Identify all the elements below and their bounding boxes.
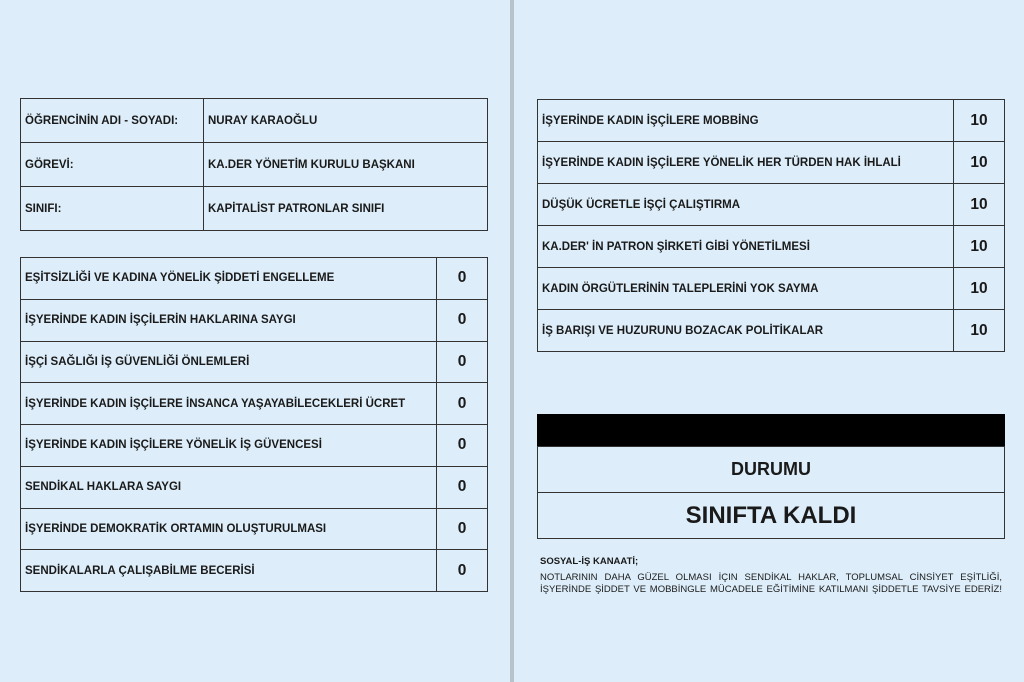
grade-row [21, 341, 488, 383]
page-fold [510, 0, 514, 682]
grade-subject: SENDİKALARLA ÇALIŞABİLME BECERİSİ [21, 550, 437, 592]
info-row-role [21, 143, 488, 187]
grade-row [21, 383, 488, 425]
grade-score: 0 [437, 550, 488, 592]
right-grades-table [537, 99, 1005, 352]
grade-score: 10 [954, 142, 1005, 184]
info-row-class [21, 187, 488, 231]
status-value-row [538, 493, 1005, 539]
grade-row [538, 226, 1005, 268]
grade-subject: KADIN ÖRGÜTLERİNİN TALEPLERİNİ YOK SAYMA [538, 268, 954, 310]
grade-row [21, 550, 488, 592]
grade-row [21, 508, 488, 550]
grade-row [538, 184, 1005, 226]
info-value: KAPİTALİST PATRONLAR SINIFI [204, 187, 488, 231]
status-heading: DURUMU [538, 447, 1005, 493]
grade-subject: KA.DER' İN PATRON ŞİRKETİ GİBİ YÖNETİLMESİ [538, 226, 954, 268]
grade-score: 10 [954, 268, 1005, 310]
grade-subject: İŞYERİNDE KADIN İŞÇİLERE MOBBİNG [538, 100, 954, 142]
grade-score: 10 [954, 184, 1005, 226]
info-label: SINIFI: [21, 187, 204, 231]
grade-subject: İŞYERİNDE KADIN İŞÇİLERE İNSANCA YAŞAYABİLECEKLERİ ÜCRET [21, 383, 437, 425]
grade-score: 0 [437, 508, 488, 550]
grade-subject: EŞİTSİZLİĞİ VE KADINA YÖNELİK ŞİDDETİ ENGELLEME [21, 258, 437, 300]
info-row-name [21, 99, 488, 143]
grade-subject: İŞYERİNDE KADIN İŞÇİLERİN HAKLARINA SAYGI [21, 299, 437, 341]
grade-row [538, 310, 1005, 352]
status-table [537, 446, 1005, 539]
grade-score: 10 [954, 226, 1005, 268]
grade-row [21, 258, 488, 300]
grade-subject: İŞÇİ SAĞLIĞI İŞ GÜVENLİĞİ ÖNLEMLERİ [21, 341, 437, 383]
grade-score: 10 [954, 310, 1005, 352]
grade-score: 10 [954, 100, 1005, 142]
info-label: GÖREVİ: [21, 143, 204, 187]
grade-score: 0 [437, 299, 488, 341]
opinion-body: NOTLARININ DAHA GÜZEL OLMASI İÇIN SENDİKAL HAKLAR, TOPLUMSAL CİNSİYET EŞİTLİĞİ, İŞYERİNDE ŞİDDET VE MOBBİNGLE MÜCADELE EĞİTİMİNE KATILMANI ŞİDDETLE TAVSİYE EDERİZ! [540, 572, 1002, 595]
opinion-section [540, 556, 1002, 596]
grade-subject: İŞYERİNDE KADIN İŞÇİLERE YÖNELİK İŞ GÜVENCESİ [21, 425, 437, 467]
grade-score: 0 [437, 466, 488, 508]
grade-row [21, 466, 488, 508]
status-header-bar [537, 414, 1005, 446]
opinion-title: SOSYAL-İŞ KANAATİ; [540, 556, 639, 567]
grade-subject: DÜŞÜK ÜCRETLE İŞÇİ ÇALIŞTIRMA [538, 184, 954, 226]
grade-row [538, 100, 1005, 142]
grade-subject: İŞ BARIŞI VE HUZURUNU BOZACAK POLİTİKALAR [538, 310, 954, 352]
grade-score: 0 [437, 258, 488, 300]
status-heading-row [538, 447, 1005, 493]
grade-subject: İŞYERİNDE DEMOKRATİK ORTAMIN OLUŞTURULMASI [21, 508, 437, 550]
grade-score: 0 [437, 341, 488, 383]
info-value: KA.DER YÖNETİM KURULU BAŞKANI [204, 143, 488, 187]
grade-subject: SENDİKAL HAKLARA SAYGI [21, 466, 437, 508]
grade-subject: İŞYERİNDE KADIN İŞÇİLERE YÖNELİK HER TÜRDEN HAK İHLALİ [538, 142, 954, 184]
student-info-table [20, 98, 488, 231]
status-value: SINIFTA KALDI [538, 493, 1005, 539]
grade-row [538, 142, 1005, 184]
grade-row [21, 299, 488, 341]
grade-score: 0 [437, 425, 488, 467]
left-grades-table [20, 257, 488, 592]
info-value: NURAY KARAOĞLU [204, 99, 488, 143]
grade-row [21, 425, 488, 467]
info-label: ÖĞRENCİNİN ADI - SOYADI: [21, 99, 204, 143]
grade-score: 0 [437, 383, 488, 425]
grade-row [538, 268, 1005, 310]
